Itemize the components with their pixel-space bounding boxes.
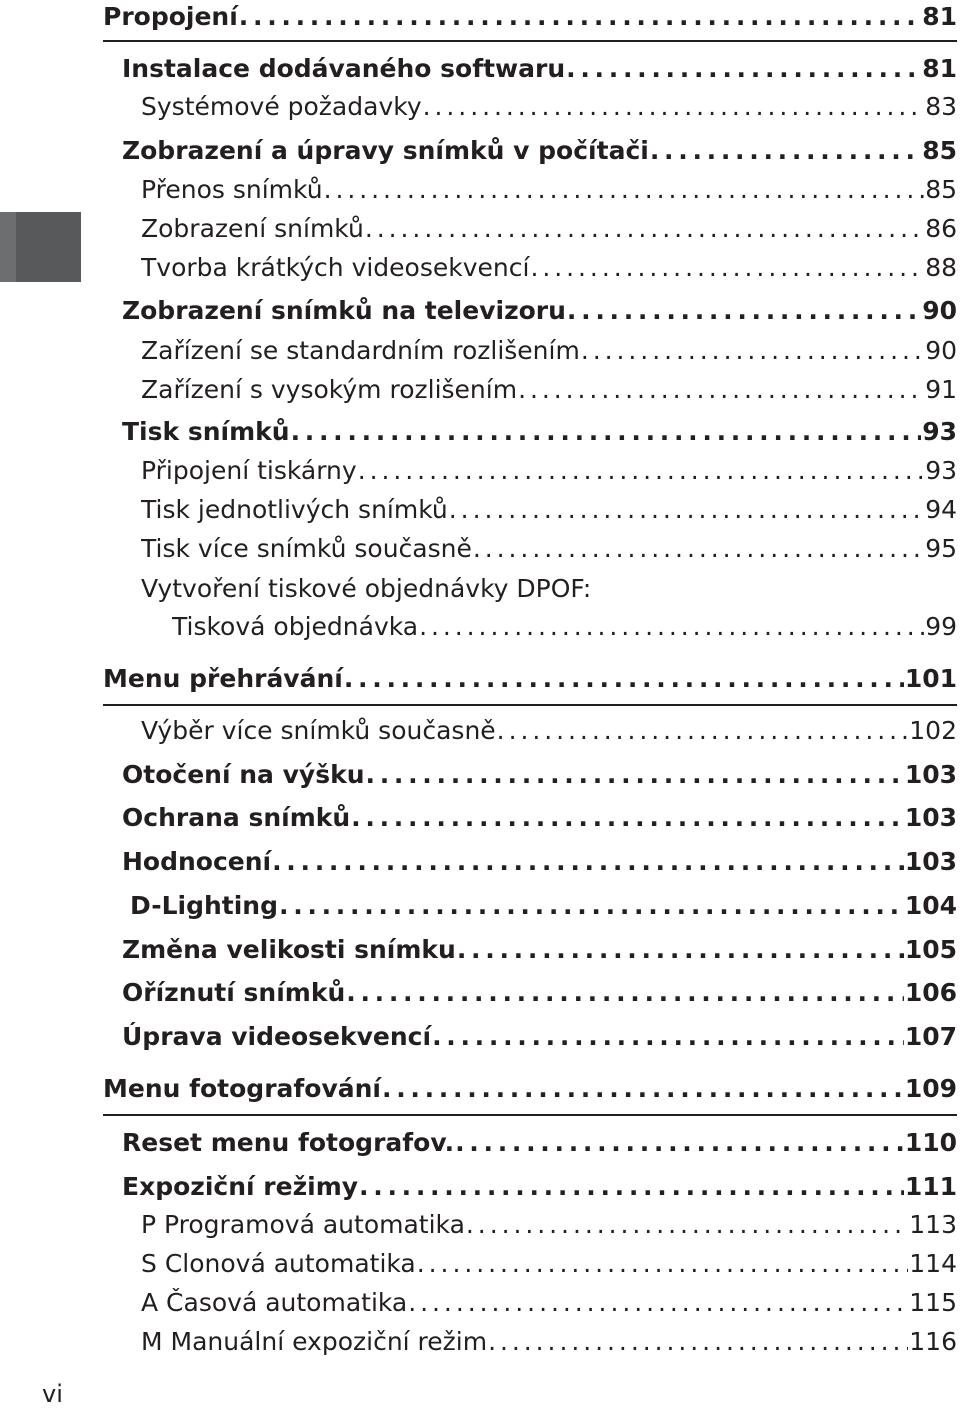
toc-entry[interactable] <box>122 935 957 973</box>
toc-entry[interactable] <box>130 891 957 929</box>
toc-leader <box>324 175 925 204</box>
toc-page-number: 81 <box>922 54 957 83</box>
toc-page-number: 88 <box>925 253 957 282</box>
toc-leader <box>408 1288 908 1317</box>
toc-page-number: 107 <box>904 1022 957 1051</box>
toc-leader <box>272 847 904 876</box>
toc-entry-label: Tvorba krátkých videosekvencí <box>141 253 530 282</box>
toc-entry-label: Ochrana snímků <box>122 803 351 832</box>
toc-entry-label: D-Lighting <box>130 891 278 920</box>
toc-page-number: 106 <box>904 978 957 1007</box>
toc-entry[interactable] <box>122 296 957 334</box>
toc-leader <box>518 375 924 404</box>
toc-entry[interactable] <box>141 574 957 612</box>
toc-chapter-menu-prehravani[interactable] <box>103 664 957 704</box>
toc-entry[interactable] <box>122 847 957 885</box>
toc-entry[interactable] <box>141 1210 957 1248</box>
toc-entry-label: Přenos snímků <box>141 175 323 204</box>
toc-entry[interactable] <box>141 1327 957 1365</box>
toc-entry[interactable] <box>141 253 957 291</box>
toc-leader <box>449 495 924 524</box>
toc-leader <box>488 1327 908 1356</box>
toc-chapter-propojeni[interactable] <box>103 2 957 42</box>
toc-leader <box>581 336 924 365</box>
toc-entry[interactable] <box>141 1288 957 1326</box>
toc-entry[interactable] <box>141 1249 957 1287</box>
page-number: vi <box>42 1380 63 1408</box>
chapter-divider <box>103 1114 957 1116</box>
toc-entry-label: Výběr více snímků současně <box>141 716 496 745</box>
toc-chapter-title: Menu přehrávání <box>103 664 343 693</box>
toc-leader <box>351 803 904 832</box>
toc-leader <box>566 54 921 83</box>
toc-leader <box>382 1074 904 1103</box>
toc-entry-label: A Časová automatika <box>141 1288 408 1317</box>
toc-page-number: 104 <box>904 891 957 920</box>
toc-page-number: 83 <box>925 92 957 121</box>
toc-leader <box>344 664 904 693</box>
toc-entry-label: Změna velikosti snímku <box>122 935 456 964</box>
toc-page-number: 103 <box>904 803 957 832</box>
toc-entry[interactable] <box>122 54 957 92</box>
toc-page-number: 111 <box>904 1172 957 1201</box>
toc-page-number: 103 <box>904 760 957 789</box>
toc-leader <box>497 716 909 745</box>
toc-entry-label: Zobrazení snímků <box>141 214 364 243</box>
toc-entry-label: Úprava videosekvencí <box>122 1022 432 1051</box>
toc-entry-label: Tisková objednávka <box>172 612 419 641</box>
toc-page-number: 90 <box>925 336 957 365</box>
toc-leader <box>650 136 921 165</box>
toc-page-number: 116 <box>909 1327 957 1356</box>
toc-entry[interactable] <box>122 136 957 174</box>
toc-page-number: 95 <box>925 534 957 563</box>
toc-entry-label: Zařízení se standardním rozlišením <box>141 336 580 365</box>
toc-entry-label: M Manuální expoziční režim <box>141 1327 488 1356</box>
toc-leader <box>417 1249 909 1278</box>
toc-page-number: 81 <box>922 2 957 31</box>
toc-entry[interactable] <box>141 336 957 374</box>
chapter-tab-marker <box>0 212 81 282</box>
chapter-divider <box>103 40 957 42</box>
toc-entry-label: Tisk více snímků současně <box>141 534 472 563</box>
toc-entry[interactable] <box>141 495 957 533</box>
toc-leader <box>366 760 904 789</box>
toc-chapter-menu-fotografovani[interactable] <box>103 1074 957 1114</box>
toc-entry[interactable] <box>122 1022 957 1060</box>
toc-leader <box>358 456 924 485</box>
toc-entry[interactable] <box>141 214 957 252</box>
toc-leader <box>530 253 924 282</box>
toc-page-number: 91 <box>925 375 957 404</box>
toc-entry-label: Tisk jednotlivých snímků <box>141 495 448 524</box>
toc-page-number: 115 <box>909 1288 957 1317</box>
toc-page-number: 85 <box>925 175 957 204</box>
toc-page-number: 94 <box>925 495 957 524</box>
toc-entry[interactable] <box>141 456 957 494</box>
toc-entry[interactable] <box>141 375 957 413</box>
toc-entry[interactable] <box>122 760 957 798</box>
toc-page-number: 85 <box>922 136 957 165</box>
toc-entry-label: Systémové požadavky <box>141 92 422 121</box>
toc-leader <box>291 417 922 446</box>
toc-leader <box>346 978 904 1007</box>
toc-page-number: 86 <box>925 214 957 243</box>
toc-page-number: 102 <box>909 716 957 745</box>
toc-leader <box>473 534 924 563</box>
toc-entry-label: Expoziční režimy <box>122 1172 359 1201</box>
toc-entry-label: S Clonová automatika <box>141 1249 416 1278</box>
toc-entry-label: Zobrazení snímků na televizoru <box>122 296 566 325</box>
toc-page-number: 105 <box>904 935 957 964</box>
toc-leader <box>419 612 924 641</box>
toc-entry[interactable] <box>141 175 957 213</box>
toc-leader <box>423 92 925 121</box>
toc-entry[interactable] <box>141 92 957 130</box>
toc-entry-label: Vytvoření tiskové objednávky DPOF: <box>141 574 592 603</box>
toc-page-number: 113 <box>909 1210 957 1239</box>
toc-page-number: 99 <box>925 612 957 641</box>
toc-leader <box>365 214 924 243</box>
toc-leader <box>567 296 921 325</box>
toc-page-number: 93 <box>925 456 957 485</box>
toc-leader <box>359 1172 904 1201</box>
toc-entry[interactable] <box>122 1128 957 1166</box>
toc-entry-label: P Programová automatika <box>141 1210 465 1239</box>
toc-page-number: 110 <box>904 1128 957 1157</box>
toc-leader <box>279 891 904 920</box>
toc-chapter-title: Menu fotografování <box>103 1074 381 1103</box>
toc-entry[interactable] <box>122 1172 957 1210</box>
toc-leader <box>455 1128 904 1157</box>
toc-page-number: 101 <box>904 664 957 693</box>
toc-leader <box>432 1022 904 1051</box>
toc-leader <box>466 1210 908 1239</box>
toc-entry-label: Zařízení s vysokým rozlišením <box>141 375 518 404</box>
toc-entry-label: Otočení na výšku <box>122 760 365 789</box>
toc-entry[interactable] <box>141 534 957 572</box>
toc-entry[interactable] <box>141 716 957 754</box>
toc-entry-label: Připojení tiskárny <box>141 456 357 485</box>
toc-entry-label: Zobrazení a úpravy snímků v počítači <box>122 136 649 165</box>
toc-entry[interactable] <box>122 803 957 841</box>
toc-entry-label: Reset menu fotografov. <box>122 1128 455 1157</box>
toc-entry[interactable] <box>172 612 957 650</box>
toc-page-number: 114 <box>909 1249 957 1278</box>
toc-leader <box>457 935 904 964</box>
toc-page-number: 93 <box>922 417 957 446</box>
chapter-divider <box>103 704 957 706</box>
toc-chapter-title: Propojení <box>103 2 238 31</box>
toc-entry-label: Hodnocení <box>122 847 272 876</box>
toc-entry-label: Oříznutí snímků <box>122 978 346 1007</box>
toc-leader <box>239 2 921 31</box>
toc-page-number: 90 <box>922 296 957 325</box>
toc-page-number: 103 <box>904 847 957 876</box>
toc-page-number: 109 <box>904 1074 957 1103</box>
toc-entry[interactable] <box>122 417 957 455</box>
toc-entry[interactable] <box>122 978 957 1016</box>
toc-entry-label: Tisk snímků <box>122 417 290 446</box>
toc-entry-label: Instalace dodávaného softwaru <box>122 54 566 83</box>
